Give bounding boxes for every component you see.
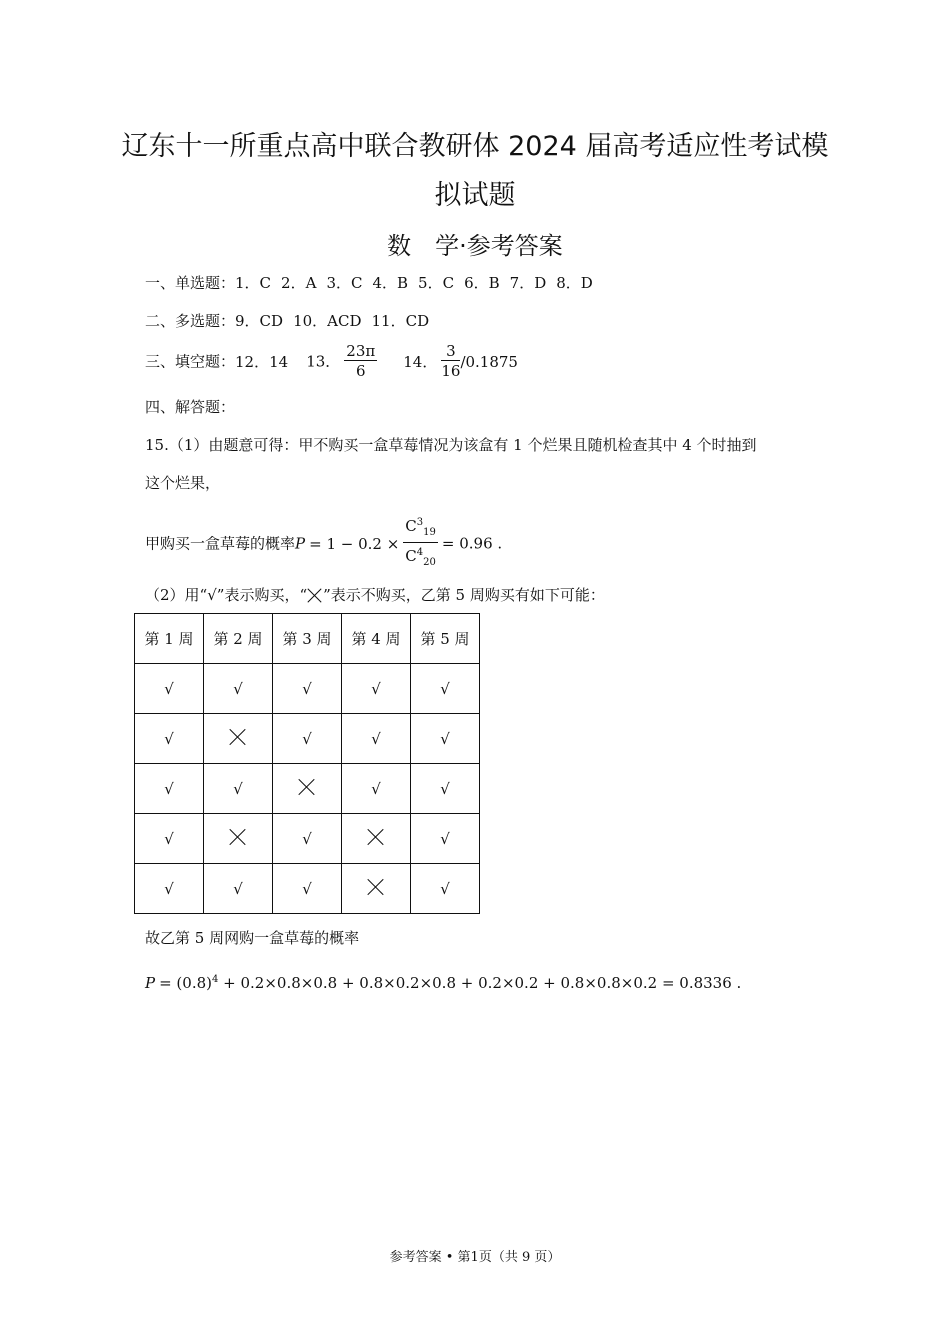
table-cell: √	[342, 664, 411, 714]
table-cell: √	[411, 764, 480, 814]
table-cell	[204, 814, 273, 864]
table-cell: √	[135, 764, 204, 814]
answer-q14-label: 14．	[403, 352, 438, 371]
table-cell: √	[411, 814, 480, 864]
cross-icon	[367, 828, 385, 846]
single-choice-answer: 6．B	[464, 274, 500, 292]
single-choice-answer: 8．D	[556, 274, 593, 292]
table-row	[135, 764, 480, 814]
table-cell: √	[273, 664, 342, 714]
column-header: 第 5 周	[411, 614, 480, 664]
multi-choice-answer: 9．CD	[235, 312, 284, 330]
exponent: 4	[212, 974, 219, 985]
multi-choice-answer: 11．CD	[371, 312, 430, 330]
table-cell: √	[411, 664, 480, 714]
table-cell: √	[204, 664, 273, 714]
single-choice-answers	[145, 273, 603, 293]
cross-icon	[298, 778, 316, 796]
table-row	[135, 814, 480, 864]
table-cell: √	[273, 714, 342, 764]
combination-symbol: C	[405, 517, 417, 535]
table-cell: √	[204, 764, 273, 814]
part2-text-a: （2）用“√”表示购买，“	[145, 586, 308, 604]
superscript: 4	[416, 547, 424, 558]
table-cell	[204, 714, 273, 764]
doc-title-line1: 辽东十一所重点高中联合教研体 2024 届高考适应性考试模	[121, 131, 829, 162]
table-cell: √	[135, 714, 204, 764]
table-cell: √	[411, 714, 480, 764]
fill-blank-answers	[145, 342, 518, 381]
table-cell: √	[135, 814, 204, 864]
table-cell: √	[411, 864, 480, 914]
table-cell: √	[342, 714, 411, 764]
section-label: 二、多选题：	[145, 312, 236, 330]
table-cell: √	[273, 814, 342, 864]
q15-part1-line1: 15.（1）由题意可得：甲不购买一盒草莓情况为该盒有 1 个烂果且随机检查其中 4 个时抽到	[145, 436, 757, 454]
single-choice-answer: 2．A	[281, 274, 317, 292]
single-choice-answer: 4．B	[372, 274, 409, 292]
q15-probability-formula	[145, 514, 502, 573]
page-footer: 参考答案 • 第1页（共 9 页）	[389, 1250, 561, 1265]
table-cell: √	[273, 864, 342, 914]
table-cell: √	[342, 764, 411, 814]
table-row	[135, 664, 480, 714]
doc-title-line2: 拟试题	[434, 180, 516, 211]
section-label: 三、填空题：	[145, 352, 236, 371]
cross-icon	[229, 828, 247, 846]
answer-q14-decimal: /0.1875	[460, 352, 518, 371]
single-choice-answer: 1．C	[235, 274, 272, 292]
formula-variable: P	[145, 974, 156, 992]
section-label: 一、单选题：	[145, 274, 236, 292]
cross-icon	[367, 878, 385, 896]
answer-q13-fraction	[344, 342, 377, 381]
combination-fraction	[403, 514, 438, 573]
formula-result: = 0.96 .	[441, 534, 503, 553]
fraction-denominator: 16	[441, 362, 461, 380]
fraction-denominator	[403, 543, 438, 573]
fraction-numerator: 23π	[346, 342, 376, 360]
single-choice-answer: 3．C	[326, 274, 363, 292]
column-header: 第 3 周	[273, 614, 342, 664]
purchase-table	[134, 613, 480, 914]
table-cell: √	[135, 864, 204, 914]
answer-q12: 12．14	[235, 352, 289, 371]
formula-prefix: 甲购买一盒草莓的概率	[145, 534, 296, 553]
cross-icon	[229, 728, 247, 746]
q15-part1-line2: 这个烂果，	[145, 474, 221, 492]
multi-choice-answers	[145, 311, 439, 331]
fraction-numerator	[403, 514, 438, 543]
formula-part-a: = (0.8)	[159, 974, 212, 992]
single-choice-answer: 7．D	[509, 274, 547, 292]
answer-q13-label: 13．	[306, 352, 341, 371]
fraction-numerator: 3	[441, 342, 460, 361]
column-header: 第 2 周	[204, 614, 273, 664]
subscript: 20	[423, 557, 436, 568]
subscript: 19	[423, 527, 436, 538]
fraction-denominator: 6	[356, 362, 366, 380]
single-choice-answer: 5．C	[418, 274, 455, 292]
multi-choice-answer: 10．ACD	[293, 312, 362, 330]
part2-text-b: ”表示不购买，乙第 5 周购买有如下可能：	[323, 586, 605, 604]
formula-part-b: + 0.2×0.8×0.8 + 0.8×0.2×0.8 + 0.2×0.2 + 0.8×0.8×0.2 = 0.8336 .	[218, 974, 742, 992]
answer-q14-fraction	[441, 342, 460, 381]
formula-variable: P	[295, 534, 306, 553]
superscript: 3	[416, 517, 424, 528]
column-header: 第 4 周	[342, 614, 411, 664]
formula-expression: = 1 − 0.2 ×	[309, 534, 400, 553]
q15-part2-intro	[145, 585, 605, 605]
combination-symbol: C	[405, 547, 417, 565]
q15-final-formula	[145, 970, 741, 993]
table-cell	[342, 814, 411, 864]
table-row	[135, 864, 480, 914]
table-row	[135, 714, 480, 764]
solution-section-label: 四、解答题：	[145, 398, 236, 416]
cross-icon	[307, 588, 323, 602]
table-cell: √	[135, 664, 204, 714]
table-header-row	[135, 614, 480, 664]
q15-conclusion: 故乙第 5 周网购一盒草莓的概率	[145, 929, 360, 947]
table-cell	[273, 764, 342, 814]
table-cell: √	[204, 864, 273, 914]
doc-subtitle: 数 学·参考答案	[387, 232, 563, 260]
table-cell	[342, 864, 411, 914]
column-header: 第 1 周	[135, 614, 204, 664]
